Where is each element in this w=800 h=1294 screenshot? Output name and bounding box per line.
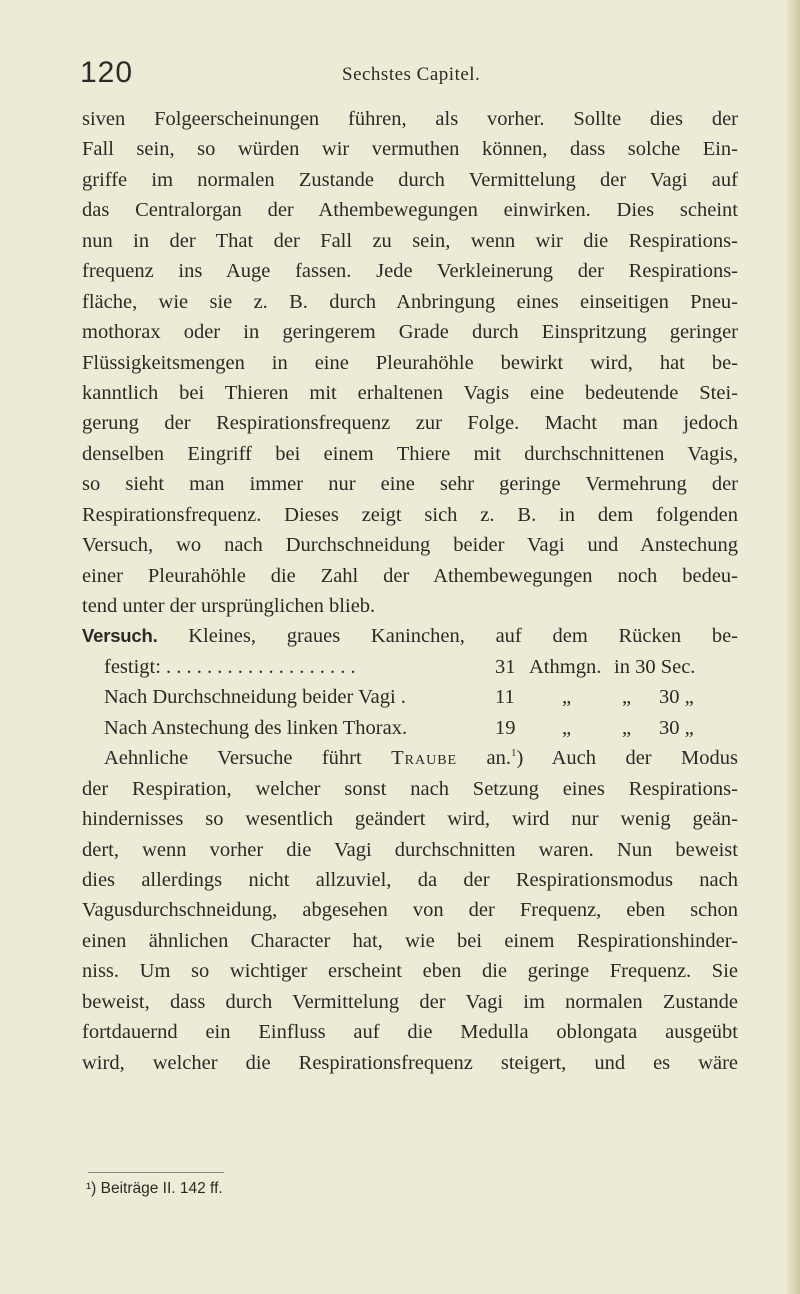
page-header [80, 55, 740, 105]
text-line: fortdauernd ein Einfluss auf die Medulla oblongata ausgeübt [82, 1021, 738, 1044]
text-line: Versuch, wo nach Durchschneidung beider Vagi und Anstechung [82, 534, 738, 557]
text-line: frequenz ins Auge fassen. Jede Verkleinerung der Respirations- [82, 260, 738, 283]
text-fragment: ) Auch der Modus [516, 747, 739, 770]
text-line: griffe im normalen Zustande durch Vermittelung der Vagi auf [82, 168, 738, 191]
text-line: Fall sein, so würden wir vermuthen können, dass solche Ein- [82, 138, 738, 161]
measurement-row [82, 713, 738, 743]
text-line: gerung der Respirationsfrequenz zur Folge. Macht man jedoch [82, 412, 738, 435]
text-line: fläche, wie sie z. B. durch Anbringung eines einseitigen Pneu- [82, 290, 738, 313]
text-line: nun in der That der Fall zu sein, wenn wir die Respirations- [82, 229, 738, 252]
footnote: ¹) Beiträge II. 142 ff. [86, 1180, 223, 1197]
text-line: einen ähnlichen Character hat, wie bei einem Respirationshinder- [82, 929, 738, 952]
text-line: Respirationsfrequenz. Dieses zeigt sich z. B. in dem folgenden [82, 503, 738, 526]
text-line: siven Folgeerscheinungen führen, als vorher. Sollte dies der [82, 108, 738, 130]
measurement-description: Nach Durchschneidung beider Vagi . [104, 686, 406, 709]
text-line: kanntlich bei Thieren mit erhaltenen Vagis eine bedeutende Stei- [82, 381, 738, 404]
text-line: einer Pleurahöhle die Zahl der Athembewegungen noch bedeu- [82, 564, 738, 587]
measurement-interval: in 30 Sec. [614, 655, 696, 678]
measurement-interval: 30 „ [659, 716, 694, 739]
footnote-rule [88, 1172, 224, 1173]
text-line: niss. Um so wichtiger erscheint eben die geringe Frequenz. Sie [82, 960, 738, 983]
ditto-mark: „ [622, 686, 632, 709]
body-text [82, 104, 738, 1078]
text-fragment: Aehnliche Versuche führt [104, 747, 392, 770]
running-head: Sechstes Capitel. [342, 64, 481, 85]
text-line: mothorax oder in geringerem Grade durch Einspritzung geringer [82, 321, 738, 344]
measurement-value: 11 [495, 686, 515, 709]
footnote-marker: 1 [511, 747, 517, 760]
ditto-mark: „ [562, 716, 572, 739]
measurement-description: festigt: . . . . . . . . . . . . . . . . . . . [104, 655, 356, 678]
author-name: Traube [391, 747, 458, 770]
text-line: das Centralorgan der Athembewegungen einwirken. Dies scheint [82, 199, 738, 222]
measurement-value: 31 [495, 655, 516, 678]
experiment-heading [82, 621, 738, 651]
text-line [82, 743, 738, 773]
text-fragment: an. [457, 747, 512, 770]
measurement-description: Nach Anstechung des linken Thorax. [104, 716, 408, 739]
text-line: Vagusdurchschneidung, abgesehen von der Frequenz, eben schon [82, 899, 738, 922]
measurement-row [82, 652, 738, 682]
text-line: hindernisses so wesentlich geändert wird, wird nur wenig geän- [82, 808, 738, 831]
experiment-intro: Kleines, graues Kaninchen, auf dem Rücken be- [188, 625, 738, 648]
measurement-value: 19 [495, 716, 516, 739]
text-line: dies allerdings nicht allzuviel, da der Respirationsmodus nach [82, 868, 738, 891]
measurement-row [82, 682, 738, 712]
text-line: dert, wenn vorher die Vagi durchschnitten waren. Nun beweist [82, 838, 738, 861]
page-edge [786, 0, 800, 1294]
text-line: tend unter der ursprünglichen blieb. [82, 595, 376, 617]
ditto-mark: „ [622, 716, 632, 739]
text-line: beweist, dass durch Vermittelung der Vagi im normalen Zustande [82, 990, 738, 1013]
text-line: der Respiration, welcher sonst nach Setzung eines Respirations- [82, 777, 738, 800]
page-number: 120 [80, 56, 134, 89]
experiment-label: Versuch. [82, 625, 158, 647]
text-line: so sieht man immer nur eine sehr geringe Vermehrung der [82, 473, 738, 496]
measurement-interval: 30 „ [659, 686, 694, 709]
text-line: denselben Eingriff bei einem Thiere mit durchschnittenen Vagis, [82, 442, 738, 465]
text-line: wird, welcher die Respirationsfrequenz steigert, und es wäre [82, 1051, 738, 1074]
measurement-unit: Athmgn. [529, 655, 602, 678]
text-line: Flüssigkeitsmengen in eine Pleurahöhle bewirkt wird, hat be- [82, 351, 738, 374]
ditto-mark: „ [562, 686, 572, 709]
